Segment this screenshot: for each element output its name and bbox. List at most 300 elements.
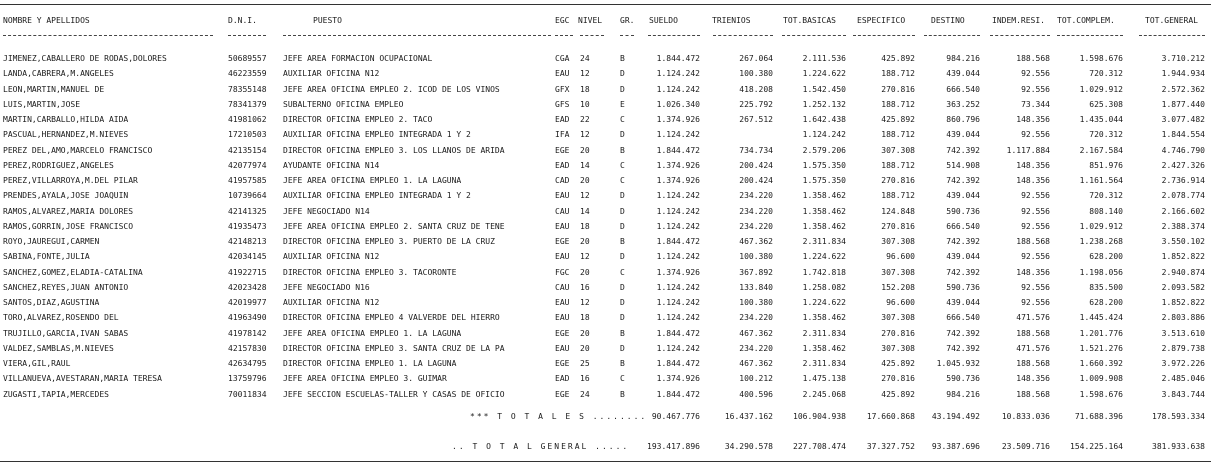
cell-tot-general: 2.427.326 [1161,160,1205,170]
grand-total-indem-resi: 23.509.716 [1001,442,1050,451]
cell-tot-basicas: 1.358.462 [802,206,846,216]
cell-especifico: 307.308 [881,313,915,323]
cell-especifico: 425.892 [881,359,915,368]
table-row [0,235,1211,249]
cell-destino: 666.540 [946,313,980,323]
cell-indem-resi: 471.576 [1016,313,1050,323]
cell-grupo: D [620,84,625,94]
totals-destino: 43.194.492 [931,412,980,421]
cell-especifico: 188.712 [881,191,915,201]
cell-sueldo: 1.124.242 [656,298,700,307]
cell-tot-basicas: 1.258.082 [802,282,846,292]
cell-sueldo: 1.374.926 [656,176,700,185]
cell-name: SANTOS,DIAZ,AGUSTINA [3,298,100,307]
cell-dni: 42019977 [228,298,267,307]
cell-tot-general: 2.736.914 [1161,176,1205,185]
cell-tot-complem: 628.200 [1089,298,1123,307]
cell-especifico: 307.308 [881,267,915,277]
totals-label: *** T O T A L E S ........ [470,412,648,421]
cell-tot-general: 1.877.440 [1161,99,1205,109]
cell-name: PRENDES,AYALA,JOSE JOAQUIN [3,191,129,201]
cell-tot-complem: 1.435.044 [1079,115,1123,124]
cell-tot-basicas: 1.742.818 [802,267,846,277]
cell-dni: 42157830 [228,343,267,353]
header-especifico: ESPECIFICO [857,16,906,25]
cell-egc: EAU [555,343,570,353]
cell-tot-general: 1.944.934 [1161,69,1205,79]
cell-tot-complem: 1.521.276 [1079,343,1123,353]
cell-tot-general: 3.513.610 [1161,328,1205,338]
cell-puesto: DIRECTOR OFICINA EMPLEO 1. LA LAGUNA [283,359,457,368]
header-underline-egc [555,35,573,36]
table-row [0,189,1211,203]
cell-especifico: 270.816 [881,84,915,94]
cell-tot-general: 2.078.774 [1161,191,1205,201]
cell-name: LANDA,CABRERA,M.ANGELES [3,69,114,79]
cell-tot-complem: 1.029.912 [1079,84,1123,94]
cell-nivel: 22 [580,115,590,124]
cell-tot-general: 2.803.886 [1161,313,1205,323]
cell-egc: EGE [555,145,570,155]
cell-especifico: 425.892 [881,115,915,124]
cell-indem-resi: 92.556 [1021,84,1050,94]
cell-dni: 42034145 [228,252,267,262]
header-indem-resi: INDEM.RESI. [992,16,1045,25]
cell-especifico: 152.208 [881,282,915,292]
cell-sueldo: 1.844.472 [656,359,700,368]
cell-tot-basicas: 1.575.350 [802,176,846,185]
cell-tot-complem: 1.660.392 [1079,359,1123,368]
cell-grupo: B [620,54,625,63]
cell-puesto: JEFE NEGOCIADO N14 [283,206,370,216]
cell-dni: 78341379 [228,99,267,109]
cell-sueldo: 1.844.472 [656,145,700,155]
cell-trienios: 234.220 [739,313,773,323]
cell-especifico: 188.712 [881,160,915,170]
cell-especifico: 124.848 [881,206,915,216]
cell-especifico: 270.816 [881,221,915,231]
cell-tot-complem: 835.500 [1089,282,1123,292]
header-underline-especifico [853,35,915,36]
cell-especifico: 96.600 [886,252,915,262]
cell-sueldo: 1.124.242 [656,313,700,323]
cell-tot-complem: 1.598.676 [1079,54,1123,63]
cell-indem-resi: 148.356 [1016,374,1050,384]
cell-tot-complem: 628.200 [1089,252,1123,262]
cell-sueldo: 1.124.242 [656,343,700,353]
totals-tot-general: 178.593.334 [1152,412,1205,421]
cell-grupo: D [620,298,625,307]
cell-tot-general: 2.166.602 [1161,206,1205,216]
table-row [0,113,1211,127]
cell-nivel: 16 [580,374,590,384]
cell-destino: 590.736 [946,374,980,384]
header-underline-name [3,35,213,36]
cell-tot-basicas: 1.252.132 [802,99,846,109]
cell-destino: 590.736 [946,282,980,292]
cell-grupo: D [620,130,625,140]
cell-tot-complem: 625.308 [1089,99,1123,109]
cell-grupo: C [620,160,625,170]
cell-nivel: 12 [580,69,590,79]
cell-grupo: B [620,389,625,399]
table-row [0,311,1211,325]
cell-dni: 10739664 [228,191,267,201]
grand-total-destino: 93.387.696 [931,442,980,451]
cell-trienios: 100.380 [739,298,773,307]
cell-tot-basicas: 1.358.462 [802,343,846,353]
table-row [0,52,1211,66]
cell-nivel: 20 [580,237,590,246]
cell-name: VIERA,GIL,RAUL [3,359,71,368]
cell-dni: 41922715 [228,267,267,277]
cell-trienios: 267.512 [739,115,773,124]
totals-tot-basicas: 106.904.938 [793,412,846,421]
cell-tot-general: 3.077.482 [1161,115,1205,124]
header-destino: DESTINO [931,16,965,25]
cell-dni: 50689557 [228,54,267,63]
cell-tot-basicas: 1.358.462 [802,191,846,201]
cell-nivel: 18 [580,221,590,231]
cell-trienios: 734.734 [739,145,773,155]
cell-name: PEREZ,VILLARROYA,M.DEL PILAR [3,176,138,185]
cell-egc: EAU [555,191,570,201]
cell-destino: 742.392 [946,176,980,185]
cell-sueldo: 1.124.242 [656,84,700,94]
cell-destino: 666.540 [946,84,980,94]
cell-puesto: DIRECTOR OFICINA EMPLEO 3. LOS LLANOS DE ARIDA [283,145,505,155]
grand-total-label: .. T O T A L GENERAL ..... [452,442,630,451]
cell-egc: EGE [555,328,570,338]
header-nivel: NIVEL [578,16,603,25]
cell-sueldo: 1.844.472 [656,237,700,246]
cell-grupo: B [620,145,625,155]
cell-especifico: 307.308 [881,145,915,155]
cell-tot-complem: 1.161.564 [1079,176,1123,185]
cell-tot-general: 2.572.362 [1161,84,1205,94]
cell-nivel: 20 [580,145,590,155]
cell-tot-general: 2.485.046 [1161,374,1205,384]
cell-egc: FGC [555,267,570,277]
cell-sueldo: 1.124.242 [656,191,700,201]
cell-name: MARTIN,CARBALLO,HILDA AIDA [3,115,129,124]
cell-sueldo: 1.374.926 [656,160,700,170]
cell-tot-general: 2.879.738 [1161,343,1205,353]
cell-tot-basicas: 1.358.462 [802,221,846,231]
cell-puesto: AUXILIAR OFICINA EMPLEO INTEGRADA 1 Y 2 [283,130,471,140]
cell-tot-basicas: 2.311.834 [802,359,846,368]
cell-puesto: JEFE AREA OFICINA EMPLEO 1. LA LAGUNA [283,328,462,338]
cell-grupo: D [620,282,625,292]
cell-trienios: 200.424 [739,176,773,185]
cell-trienios: 367.892 [739,267,773,277]
cell-destino: 742.392 [946,145,980,155]
cell-tot-basicas: 2.311.834 [802,328,846,338]
cell-tot-complem: 720.312 [1089,130,1123,140]
header-puesto: PUESTO [313,16,342,25]
cell-dni: 17210503 [228,130,267,140]
cell-indem-resi: 1.117.884 [1006,145,1050,155]
cell-especifico: 270.816 [881,176,915,185]
cell-tot-basicas: 1.358.462 [802,313,846,323]
table-row [0,357,1211,371]
header-underline-dni [228,35,266,36]
cell-egc: EAU [555,298,570,307]
cell-sueldo: 1.844.472 [656,54,700,63]
cell-egc: GFX [555,84,570,94]
cell-trienios: 234.220 [739,221,773,231]
cell-tot-general: 4.746.790 [1161,145,1205,155]
cell-nivel: 14 [580,206,590,216]
bottom-rule [0,461,1211,462]
cell-trienios: 133.840 [739,282,773,292]
header-underline-puesto [283,35,551,36]
cell-especifico: 188.712 [881,99,915,109]
header-egc: EGC [555,16,570,25]
cell-tot-general: 1.852.822 [1161,252,1205,262]
cell-tot-complem: 1.445.424 [1079,313,1123,323]
header-tot-complem: TOT.COMPLEM. [1057,16,1115,25]
cell-nivel: 20 [580,176,590,185]
cell-dni: 41981062 [228,115,267,124]
cell-name: LUIS,MARTIN,JOSE [3,99,81,109]
cell-destino: 439.044 [946,252,980,262]
cell-egc: EAU [555,69,570,79]
header-trienios: TRIENIOS [712,16,751,25]
cell-especifico: 188.712 [881,69,915,79]
cell-puesto: JEFE AREA OFICINA EMPLEO 2. ICOD DE LOS VINOS [283,84,500,94]
cell-dni: 13759796 [228,374,267,384]
cell-tot-general: 3.972.226 [1161,359,1205,368]
table-row [0,296,1211,310]
table-row [0,250,1211,264]
cell-name: PEREZ,RODRIGUEZ,ANGELES [3,160,114,170]
cell-tot-complem: 1.238.268 [1079,237,1123,246]
grand-total-sueldo: 193.417.896 [647,442,700,451]
cell-puesto: AUXILIAR OFICINA N12 [283,69,380,79]
cell-egc: EAD [555,374,570,384]
cell-dni: 42141325 [228,206,267,216]
table-row [0,220,1211,234]
cell-name: TORO,ALVAREZ,ROSENDO DEL [3,313,119,323]
cell-indem-resi: 148.356 [1016,160,1050,170]
cell-nivel: 10 [580,99,590,109]
cell-puesto: JEFE AREA OFICINA EMPLEO 2. SANTA CRUZ DE TENE [283,221,505,231]
grand-total-trienios: 34.290.578 [724,442,773,451]
cell-dni: 41963490 [228,313,267,323]
cell-trienios: 400.596 [739,389,773,399]
cell-trienios: 200.424 [739,160,773,170]
cell-egc: EAU [555,252,570,262]
header-underline-grupo [620,35,634,36]
cell-dni: 42634795 [228,359,267,368]
cell-nivel: 18 [580,84,590,94]
cell-name: VILLANUEVA,AVESTARAN,MARIA TERESA [3,374,162,384]
cell-egc: EGE [555,359,570,368]
header-underline-sueldo [648,35,700,36]
cell-nivel: 24 [580,389,590,399]
totals-sueldo: 90.467.776 [651,412,700,421]
grand-total-especifico: 37.327.752 [866,442,915,451]
header-name: NOMBRE Y APELLIDOS [3,16,90,25]
cell-tot-basicas: 2.111.536 [802,54,846,63]
cell-tot-complem: 1.198.056 [1079,267,1123,277]
cell-indem-resi: 188.568 [1016,237,1050,246]
cell-indem-resi: 92.556 [1021,206,1050,216]
cell-egc: EGE [555,389,570,399]
cell-trienios: 100.212 [739,374,773,384]
cell-sueldo: 1.124.242 [656,130,700,140]
cell-name: SANCHEZ,GOMEZ,ELADIA-CATALINA [3,267,143,277]
table-row [0,174,1211,188]
cell-nivel: 14 [580,160,590,170]
cell-dni: 46223559 [228,69,267,79]
cell-name: RAMOS,GORRIN,JOSE FRANCISCO [3,221,134,231]
cell-egc: CGA [555,54,570,63]
cell-destino: 984.216 [946,54,980,63]
cell-puesto: AUXILIAR OFICINA N12 [283,252,380,262]
totals-row [0,410,1211,424]
table-row [0,372,1211,386]
cell-egc: IFA [555,130,570,140]
cell-trienios: 467.362 [739,328,773,338]
cell-dni: 42148213 [228,237,267,246]
cell-egc: EGE [555,237,570,246]
cell-trienios: 418.208 [739,84,773,94]
cell-destino: 439.044 [946,298,980,307]
cell-tot-general: 2.388.374 [1161,221,1205,231]
cell-dni: 41935473 [228,221,267,231]
cell-tot-general: 3.550.102 [1161,237,1205,246]
cell-tot-basicas: 1.224.622 [802,252,846,262]
table-row [0,128,1211,142]
cell-indem-resi: 92.556 [1021,130,1050,140]
totals-indem-resi: 10.833.036 [1001,412,1050,421]
grand-total-tot-basicas: 227.708.474 [793,442,846,451]
table-row [0,83,1211,97]
cell-trienios: 267.064 [739,54,773,63]
cell-grupo: B [620,328,625,338]
cell-especifico: 270.816 [881,374,915,384]
cell-tot-basicas: 2.245.068 [802,389,846,399]
grand-total-row [0,440,1211,454]
cell-grupo: D [620,313,625,323]
header-underline-nivel [580,35,604,36]
cell-indem-resi: 92.556 [1021,298,1050,307]
cell-sueldo: 1.124.242 [656,69,700,79]
cell-nivel: 12 [580,191,590,201]
cell-puesto: AUXILIAR OFICINA N12 [283,298,380,307]
table-row [0,144,1211,158]
cell-indem-resi: 92.556 [1021,69,1050,79]
cell-tot-general: 1.844.554 [1161,130,1205,140]
cell-trienios [710,128,773,142]
cell-egc: GFS [555,99,570,109]
cell-nivel: 12 [580,252,590,262]
cell-name: PASCUAL,HERNANDEZ,M.NIEVES [3,130,129,140]
cell-destino: 742.392 [946,328,980,338]
cell-name: TRUJILLO,GARCIA,IVAN SABAS [3,328,129,338]
cell-grupo: D [620,221,625,231]
cell-tot-complem: 851.976 [1089,160,1123,170]
cell-tot-basicas: 2.579.206 [802,145,846,155]
cell-indem-resi: 471.576 [1016,343,1050,353]
table-row [0,98,1211,112]
cell-nivel: 12 [580,130,590,140]
cell-tot-basicas: 2.311.834 [802,237,846,246]
cell-destino: 439.044 [946,69,980,79]
cell-destino: 1.045.932 [936,359,980,368]
cell-egc: CAU [555,206,570,216]
cell-tot-complem: 1.009.908 [1079,374,1123,384]
cell-grupo: D [620,191,625,201]
cell-sueldo: 1.374.926 [656,374,700,384]
cell-tot-basicas: 1.542.450 [802,84,846,94]
cell-destino: 590.736 [946,206,980,216]
cell-dni: 42023428 [228,282,267,292]
totals-especifico: 17.660.868 [866,412,915,421]
table-row [0,205,1211,219]
cell-egc: EAU [555,221,570,231]
cell-sueldo: 1.374.926 [656,115,700,124]
table-row [0,342,1211,356]
cell-indem-resi: 148.356 [1016,267,1050,277]
cell-grupo: D [620,252,625,262]
cell-tot-basicas: 1.475.138 [802,374,846,384]
cell-trienios: 100.380 [739,252,773,262]
cell-tot-basicas: 1.575.350 [802,160,846,170]
table-row [0,159,1211,173]
totals-tot-complem: 71.688.396 [1074,412,1123,421]
cell-grupo: D [620,69,625,79]
cell-grupo: E [620,99,625,109]
cell-nivel: 16 [580,282,590,292]
cell-indem-resi: 73.344 [1021,99,1050,109]
cell-sueldo: 1.026.340 [656,99,700,109]
cell-especifico: 425.892 [881,389,915,399]
cell-tot-complem: 1.029.912 [1079,221,1123,231]
cell-trienios: 467.362 [739,359,773,368]
header-row [0,14,1211,28]
cell-especifico: 96.600 [886,298,915,307]
cell-nivel: 12 [580,298,590,307]
cell-sueldo: 1.124.242 [656,221,700,231]
cell-tot-complem: 808.140 [1089,206,1123,216]
cell-name: ROYO,JAUREGUI,CARMEN [3,237,100,246]
header-dash-row [0,28,1211,42]
cell-grupo: D [620,343,625,353]
cell-destino: 514.908 [946,160,980,170]
header-dni: D.N.I. [228,16,257,25]
cell-indem-resi: 92.556 [1021,282,1050,292]
header-tot-basicas: TOT.BASICAS [783,16,836,25]
cell-tot-complem: 1.201.776 [1079,328,1123,338]
cell-name: JIMENEZ,CABALLERO DE RODAS,DOLORES [3,54,167,63]
cell-grupo: C [620,374,625,384]
cell-tot-basicas: 1.224.622 [802,298,846,307]
cell-sueldo: 1.124.242 [656,252,700,262]
cell-puesto: JEFE NEGOCIADO N16 [283,282,370,292]
table-row [0,327,1211,341]
cell-puesto: AYUDANTE OFICINA N14 [283,160,380,170]
cell-nivel: 20 [580,267,590,277]
cell-trienios: 467.362 [739,237,773,246]
cell-trienios: 234.220 [739,191,773,201]
cell-tot-basicas: 1.224.622 [802,69,846,79]
cell-especifico: 188.712 [881,130,915,140]
cell-grupo: B [620,237,625,246]
cell-name: VALDEZ,SAMBLAS,M.NIEVES [3,343,114,353]
